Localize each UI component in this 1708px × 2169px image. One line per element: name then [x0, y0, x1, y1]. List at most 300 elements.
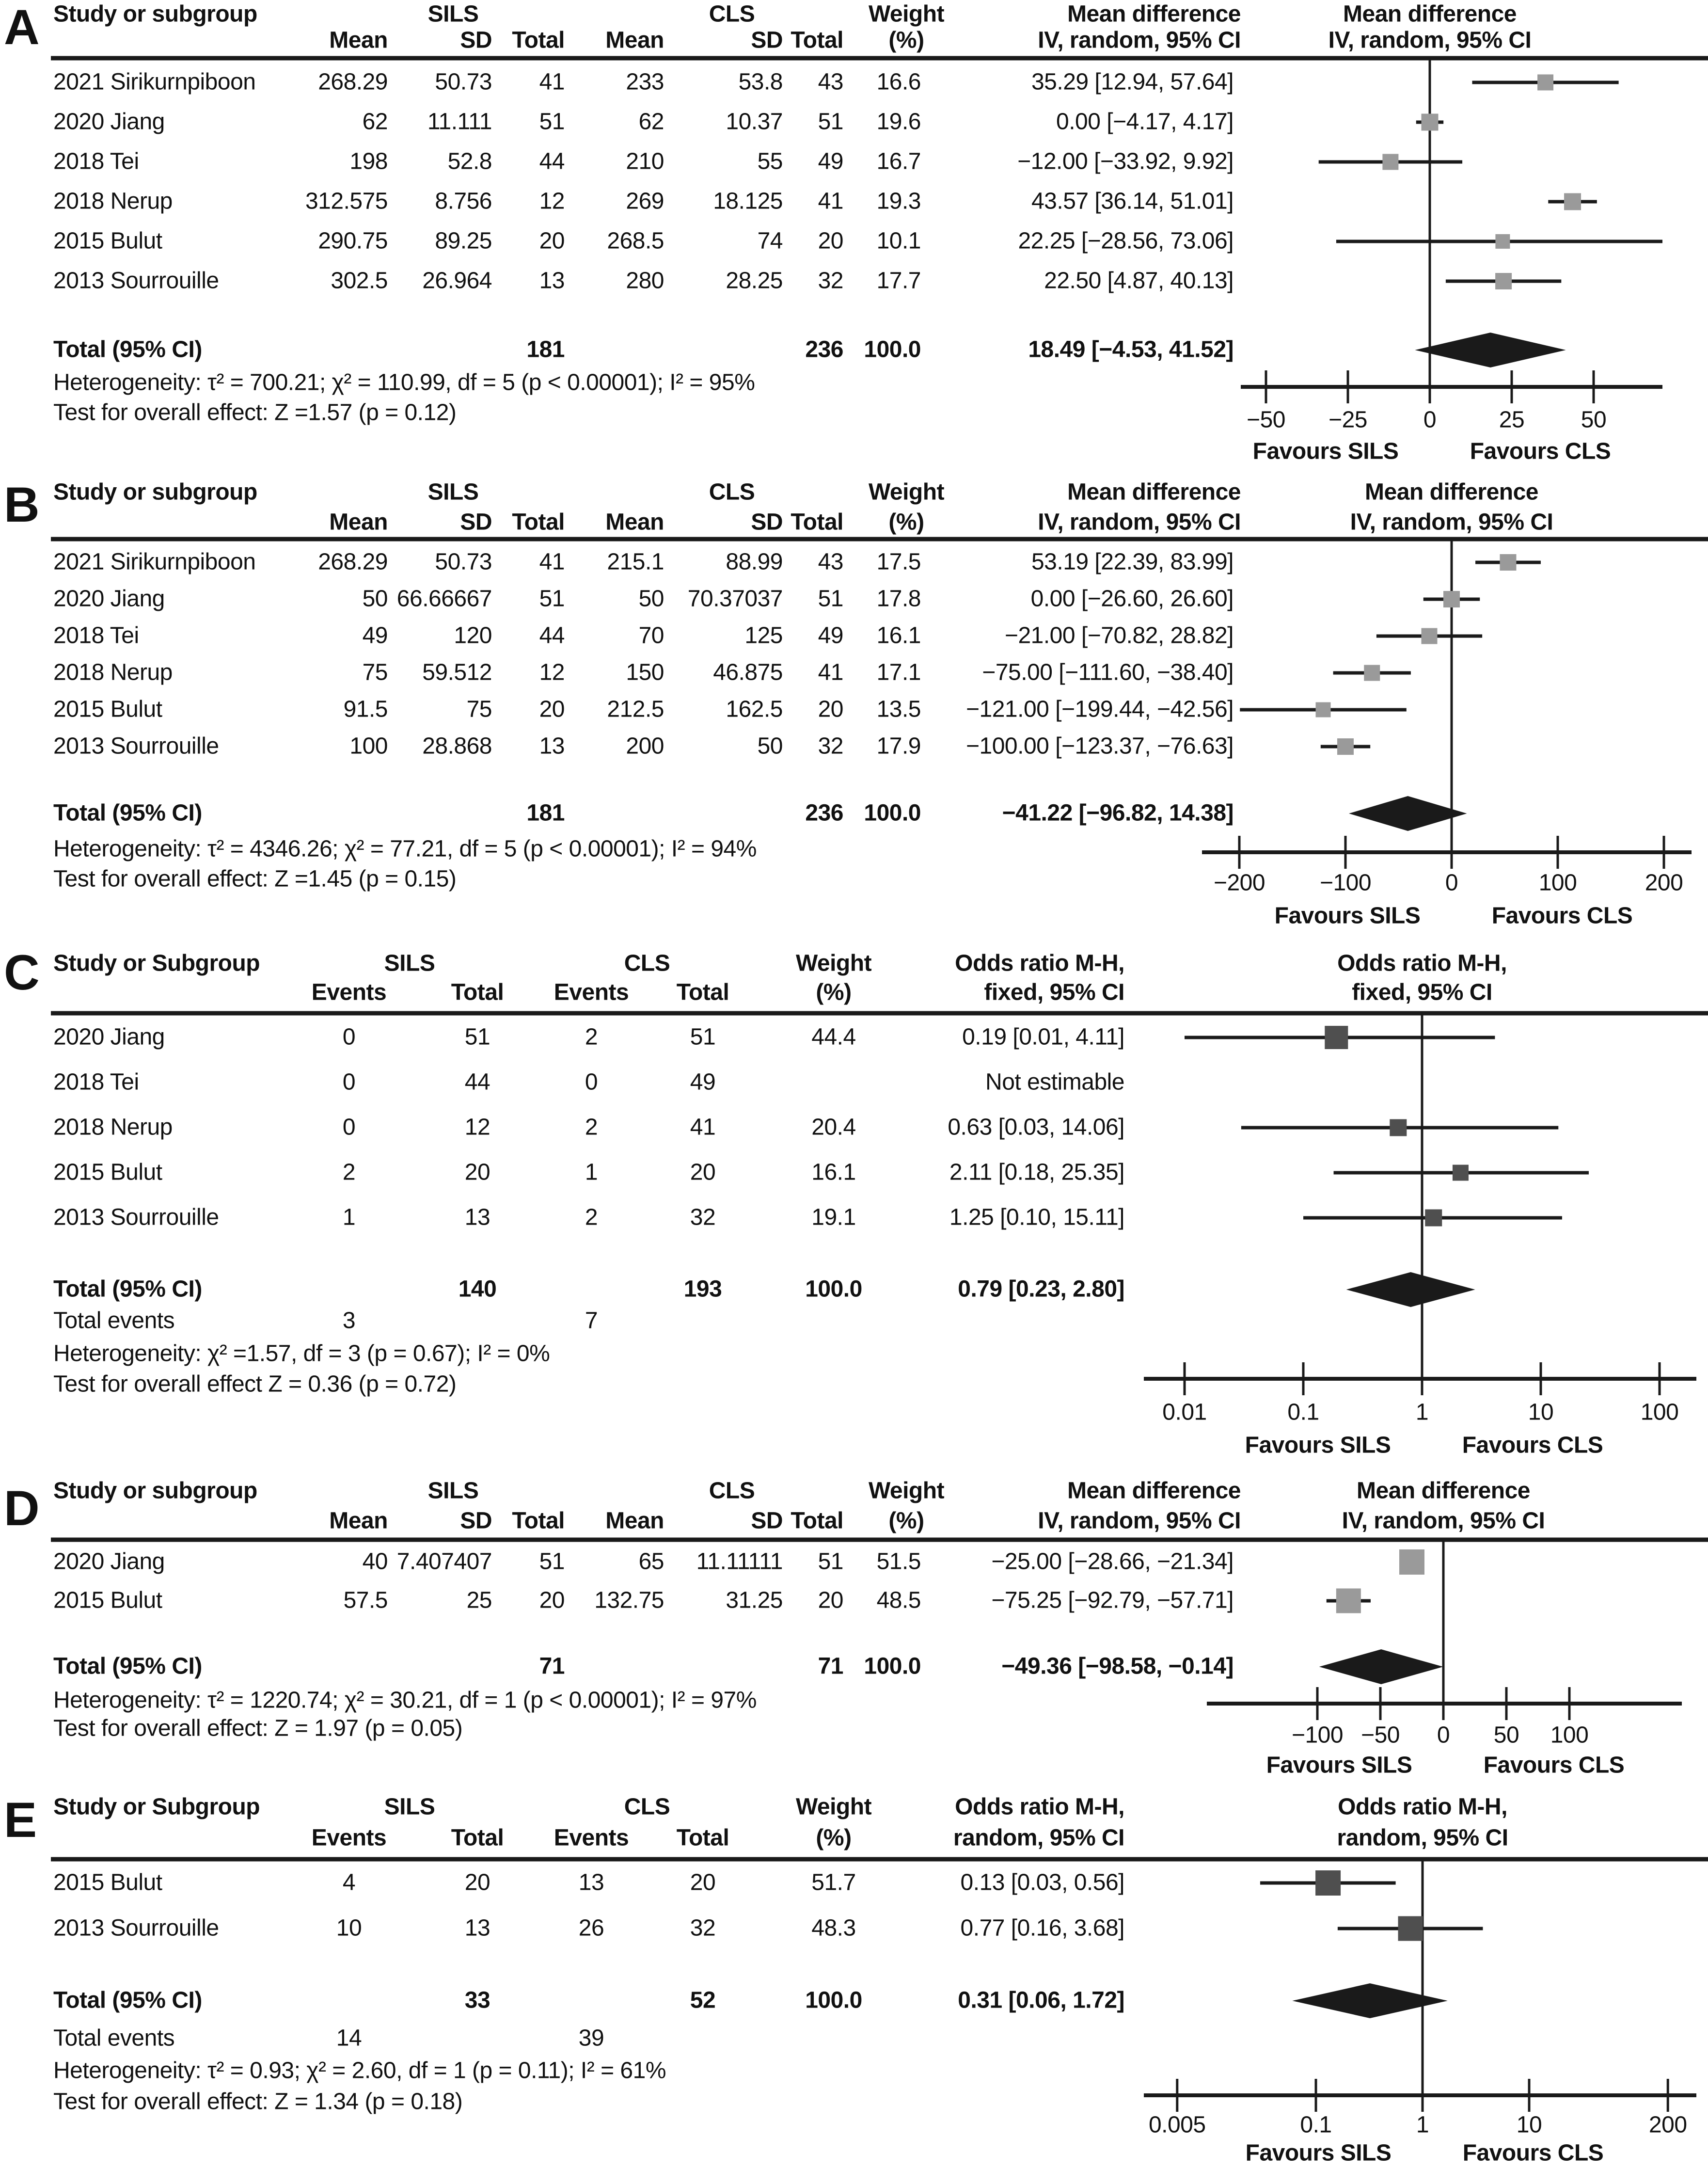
- axis-tick-label: −25: [1328, 407, 1367, 433]
- effect-square: [1325, 1026, 1348, 1049]
- column-header-study: Study or Subgroup: [53, 950, 260, 976]
- overall-effect-test: Test for overall effect Z = 0.36 (p = 0.72): [53, 1371, 457, 1397]
- total-n2: 193: [683, 1276, 722, 1302]
- row-cell: 44: [464, 1069, 490, 1095]
- row-effect-estimate: 0.77 [0.16, 3.68]: [960, 1915, 1124, 1941]
- total-weight: 100.0: [864, 1653, 921, 1679]
- row-cell: 20: [818, 228, 843, 254]
- plot-header-line1: Mean difference: [1357, 1478, 1530, 1504]
- total-diamond: [1346, 1272, 1475, 1307]
- effect-square: [1495, 273, 1512, 289]
- row-study-label: 2018 Nerup: [53, 1114, 173, 1140]
- column-header-effect-line2: IV, random, 95% CI: [1038, 1508, 1241, 1534]
- column-header-effect-line2: fixed, 95% CI: [984, 979, 1124, 1005]
- column-subheader: Total: [676, 1825, 729, 1851]
- row-cell: 198: [349, 148, 388, 175]
- column-group-cls: CLS: [624, 950, 670, 976]
- row-cell: 269: [626, 188, 664, 214]
- row-cell: 268.29: [318, 69, 388, 95]
- axis-tick-label: 10: [1516, 2112, 1542, 2138]
- row-cell: 51: [464, 1024, 490, 1050]
- row-effect-estimate: 53.19 [22.39, 83.99]: [1031, 549, 1234, 575]
- row-cell: 46.875: [713, 659, 783, 686]
- plot-header-line2: IV, random, 95% CI: [1350, 509, 1553, 535]
- heterogeneity-stats: Heterogeneity: τ² = 1220.74; χ² = 30.21, df = 1 (p < 0.00001); I² = 97%: [53, 1687, 757, 1713]
- effect-square: [1316, 702, 1331, 718]
- favours-left-label: Favours SILS: [1245, 2140, 1392, 2166]
- row-cell: 41: [690, 1114, 716, 1140]
- column-subheader: Total: [512, 1508, 565, 1534]
- axis-tick-label: 10: [1528, 1399, 1554, 1425]
- row-study-label: 2020 Jiang: [53, 1548, 165, 1575]
- row-cell: 0: [342, 1069, 356, 1095]
- row-effect-estimate: −25.00 [−28.66, −21.34]: [991, 1548, 1234, 1575]
- total-label: Total (95% CI): [53, 800, 202, 826]
- row-cell: 20: [539, 696, 565, 722]
- row-effect-estimate: 0.13 [0.03, 0.56]: [960, 1869, 1124, 1896]
- column-subheader: Mean: [605, 509, 664, 535]
- panel-D-letter: D: [4, 1481, 40, 1536]
- row-weight: 19.3: [876, 188, 921, 214]
- column-subheader: SD: [751, 1508, 783, 1534]
- row-effect-estimate: −75.25 [−92.79, −57.71]: [991, 1587, 1234, 1613]
- plot-header-line1: Odds ratio M-H,: [1338, 1794, 1507, 1820]
- column-subheader: Total: [676, 979, 729, 1005]
- plot-header-line2: fixed, 95% CI: [1352, 979, 1492, 1005]
- axis-tick-label: 50: [1581, 407, 1607, 433]
- total-n1: 71: [539, 1653, 565, 1679]
- plot-header-line2: IV, random, 95% CI: [1328, 27, 1532, 53]
- row-cell: 52.8: [447, 148, 492, 175]
- panel-B-letter: B: [4, 477, 40, 532]
- axis-tick-label: 1: [1416, 2112, 1429, 2138]
- column-subheader: SD: [460, 1508, 492, 1534]
- row-cell: 2: [342, 1159, 356, 1185]
- axis-tick-label: −50: [1361, 1722, 1400, 1748]
- row-study-label: 2015 Bulut: [53, 228, 162, 254]
- total-n2: 236: [805, 336, 843, 363]
- favours-left-label: Favours SILS: [1245, 1432, 1391, 1458]
- heterogeneity-stats: Heterogeneity: τ² = 0.93; χ² = 2.60, df = 1 (p = 0.11); I² = 61%: [53, 2057, 666, 2084]
- row-cell: 75: [362, 659, 388, 686]
- total-effect-estimate: 18.49 [−4.53, 41.52]: [1028, 336, 1234, 363]
- column-subheader: Events: [554, 979, 629, 1005]
- row-cell: 49: [690, 1069, 716, 1095]
- row-study-label: 2018 Tei: [53, 1069, 139, 1095]
- heterogeneity-stats: Heterogeneity: τ² = 4346.26; χ² = 77.21, df = 5 (p < 0.00001); I² = 94%: [53, 836, 757, 862]
- row-cell: 66.66667: [396, 586, 492, 612]
- column-header-study: Study or Subgroup: [53, 1794, 260, 1820]
- panel-E-letter: E: [4, 1792, 37, 1848]
- row-cell: 200: [626, 733, 664, 759]
- column-header-effect-line1: Odds ratio M-H,: [955, 1794, 1124, 1820]
- row-cell: 65: [638, 1548, 664, 1575]
- row-study-label: 2015 Bulut: [53, 696, 162, 722]
- axis-tick-label: 200: [1648, 2112, 1687, 2138]
- effect-square: [1337, 738, 1354, 755]
- favours-right-label: Favours CLS: [1462, 2140, 1604, 2166]
- total-events-label: Total events: [53, 2025, 175, 2051]
- column-header-weight-unit: (%): [816, 1825, 852, 1851]
- column-group-cls: CLS: [709, 1, 755, 27]
- column-header-weight: Weight: [795, 950, 872, 976]
- favours-right-label: Favours CLS: [1470, 438, 1611, 464]
- column-subheader: Total: [512, 27, 565, 53]
- row-cell: 51: [818, 586, 843, 612]
- axis-tick-label: 0.01: [1162, 1399, 1207, 1425]
- row-cell: 2: [585, 1204, 598, 1230]
- row-cell: 43: [818, 69, 843, 95]
- row-cell: 25: [466, 1587, 492, 1613]
- row-study-label: 2018 Tei: [53, 148, 139, 175]
- row-cell: 26: [578, 1915, 604, 1941]
- plot-header-line1: Mean difference: [1365, 479, 1538, 505]
- row-effect-estimate: 2.11 [0.18, 25.35]: [949, 1159, 1124, 1185]
- row-weight: 17.5: [876, 549, 921, 575]
- total-weight: 100.0: [805, 1987, 862, 2013]
- row-cell: 51: [539, 109, 565, 135]
- row-cell: 0: [342, 1114, 356, 1140]
- row-cell: 10: [336, 1915, 362, 1941]
- total-n2: 71: [818, 1653, 843, 1679]
- overall-effect-test: Test for overall effect: Z = 1.34 (p = 0.18): [53, 2089, 463, 2115]
- row-study-label: 2020 Jiang: [53, 586, 165, 612]
- row-weight: 19.6: [876, 109, 921, 135]
- row-cell: 20: [690, 1869, 716, 1896]
- row-cell: 20: [464, 1869, 490, 1896]
- row-weight: 16.7: [876, 148, 921, 175]
- row-weight: 17.8: [876, 586, 921, 612]
- row-cell: 120: [454, 622, 492, 649]
- total-events-v2: 39: [578, 2025, 604, 2051]
- column-subheader: Total: [791, 509, 843, 535]
- total-effect-estimate: 0.31 [0.06, 1.72]: [958, 1987, 1124, 2013]
- favours-right-label: Favours CLS: [1483, 1752, 1625, 1778]
- total-label: Total (95% CI): [53, 1653, 202, 1679]
- row-cell: 50: [757, 733, 783, 759]
- row-cell: 4: [342, 1869, 356, 1896]
- row-study-label: 2020 Jiang: [53, 109, 165, 135]
- panel-A-letter: A: [4, 0, 40, 55]
- row-cell: 41: [818, 659, 843, 686]
- row-cell: 74: [757, 228, 783, 254]
- total-weight: 100.0: [805, 1276, 862, 1302]
- effect-square: [1390, 1119, 1407, 1136]
- row-cell: 13: [539, 268, 565, 294]
- row-cell: 70: [638, 622, 664, 649]
- row-cell: 20: [818, 696, 843, 722]
- row-effect-estimate: 0.00 [−26.60, 26.60]: [1030, 586, 1234, 612]
- row-weight: 10.1: [876, 228, 921, 254]
- overall-effect-test: Test for overall effect: Z =1.57 (p = 0.12): [53, 399, 457, 426]
- overall-effect-test: Test for overall effect: Z =1.45 (p = 0.15): [53, 866, 457, 892]
- row-cell: 0: [585, 1069, 598, 1095]
- row-cell: 13: [464, 1915, 490, 1941]
- total-events-v2: 7: [585, 1308, 598, 1334]
- row-study-label: 2013 Sourrouille: [53, 1204, 219, 1230]
- row-cell: 1: [585, 1159, 598, 1185]
- row-weight: 51.5: [876, 1548, 921, 1575]
- row-effect-estimate: −21.00 [−70.82, 28.82]: [1004, 622, 1234, 649]
- row-cell: 12: [464, 1114, 490, 1140]
- axis-tick-label: 0: [1445, 870, 1458, 896]
- axis-tick-label: 200: [1645, 870, 1683, 896]
- row-cell: 88.99: [726, 549, 783, 575]
- row-cell: 49: [362, 622, 388, 649]
- row-weight: 17.1: [876, 659, 921, 686]
- row-weight: 16.1: [876, 622, 921, 649]
- total-effect-estimate: −41.22 [−96.82, 14.38]: [1002, 800, 1234, 826]
- favours-left-label: Favours SILS: [1274, 903, 1421, 929]
- row-cell: 51: [539, 1548, 565, 1575]
- effect-square: [1443, 591, 1460, 607]
- axis-tick-label: 0.1: [1287, 1399, 1319, 1425]
- row-cell: 55: [757, 148, 783, 175]
- column-header-weight-unit: (%): [816, 979, 852, 1005]
- row-weight: 17.7: [876, 268, 921, 294]
- favours-left-label: Favours SILS: [1266, 1752, 1412, 1778]
- column-subheader: Events: [311, 979, 387, 1005]
- axis-tick-label: 25: [1499, 407, 1525, 433]
- row-cell: 59.512: [422, 659, 492, 686]
- row-cell: 11.11111: [696, 1548, 783, 1575]
- row-cell: 62: [638, 109, 664, 135]
- row-cell: 233: [626, 69, 664, 95]
- column-header-weight: Weight: [868, 1478, 945, 1504]
- total-n1: 33: [464, 1987, 490, 2013]
- axis-tick-label: 0: [1423, 407, 1437, 433]
- axis-tick-label: −200: [1213, 870, 1265, 896]
- column-group-sils: SILS: [427, 479, 479, 505]
- axis-tick-label: 0.1: [1300, 2112, 1332, 2138]
- column-header-weight: Weight: [868, 1, 945, 27]
- row-effect-estimate: 0.19 [0.01, 4.11]: [962, 1024, 1124, 1050]
- row-cell: 50: [638, 586, 664, 612]
- row-cell: 10.37: [726, 109, 783, 135]
- row-cell: 268.29: [318, 549, 388, 575]
- effect-square: [1315, 1870, 1341, 1896]
- total-diamond: [1415, 333, 1566, 367]
- axis-tick-label: 50: [1493, 1722, 1519, 1748]
- column-subheader: Total: [451, 1825, 504, 1851]
- row-cell: 50.73: [435, 549, 492, 575]
- column-group-cls: CLS: [709, 1478, 755, 1504]
- row-cell: 18.125: [713, 188, 783, 214]
- axis-tick-label: −50: [1247, 407, 1285, 433]
- row-cell: 32: [690, 1204, 716, 1230]
- row-cell: 28.25: [726, 268, 783, 294]
- row-weight: 44.4: [811, 1024, 856, 1050]
- row-cell: 268.5: [607, 228, 664, 254]
- column-header-study: Study or subgroup: [53, 479, 257, 505]
- row-cell: 20: [539, 1587, 565, 1613]
- row-study-label: 2018 Nerup: [53, 188, 173, 214]
- row-cell: 290.75: [318, 228, 388, 254]
- axis-tick-label: −100: [1291, 1722, 1344, 1748]
- total-events-v1: 3: [342, 1308, 356, 1334]
- column-group-sils: SILS: [427, 1, 479, 27]
- row-effect-estimate: 1.25 [0.10, 15.11]: [949, 1204, 1124, 1230]
- row-cell: 2: [585, 1024, 598, 1050]
- row-cell: 49: [818, 622, 843, 649]
- axis-tick-label: 1: [1415, 1399, 1429, 1425]
- favours-left-label: Favours SILS: [1252, 438, 1399, 464]
- plot-header-line2: IV, random, 95% CI: [1342, 1508, 1545, 1534]
- axis-tick-label: −100: [1319, 870, 1372, 896]
- row-cell: 75: [466, 696, 492, 722]
- row-cell: 44: [539, 622, 565, 649]
- row-cell: 13: [464, 1204, 490, 1230]
- row-effect-estimate: Not estimable: [985, 1069, 1124, 1095]
- total-label: Total (95% CI): [53, 336, 202, 363]
- row-cell: 53.8: [738, 69, 783, 95]
- row-weight: 48.3: [811, 1915, 856, 1941]
- row-weight: 19.1: [811, 1204, 856, 1230]
- row-cell: 2: [585, 1114, 598, 1140]
- row-effect-estimate: −100.00 [−123.37, −76.63]: [965, 733, 1234, 759]
- row-cell: 210: [626, 148, 664, 175]
- total-n2: 236: [805, 800, 843, 826]
- row-weight: 48.5: [876, 1587, 921, 1613]
- row-effect-estimate: 22.25 [−28.56, 73.06]: [1018, 228, 1234, 254]
- row-cell: 28.868: [422, 733, 492, 759]
- row-cell: 32: [818, 733, 843, 759]
- row-cell: 91.5: [343, 696, 388, 722]
- column-header-weight: Weight: [795, 1794, 872, 1820]
- row-cell: 51: [818, 1548, 843, 1575]
- column-subheader: Mean: [329, 1508, 388, 1534]
- row-study-label: 2015 Bulut: [53, 1587, 162, 1613]
- row-cell: 89.25: [435, 228, 492, 254]
- row-cell: 212.5: [607, 696, 664, 722]
- row-cell: 70.37037: [687, 586, 783, 612]
- total-weight: 100.0: [864, 336, 921, 363]
- total-label: Total (95% CI): [53, 1987, 202, 2013]
- row-study-label: 2015 Bulut: [53, 1869, 162, 1896]
- row-weight: 16.1: [811, 1159, 856, 1185]
- axis-tick-label: 100: [1640, 1399, 1679, 1425]
- column-header-weight-unit: (%): [888, 509, 924, 535]
- axis-tick-label: 0.005: [1148, 2112, 1206, 2138]
- effect-square: [1399, 1549, 1424, 1575]
- total-events-label: Total events: [53, 1308, 175, 1334]
- heterogeneity-stats: Heterogeneity: τ² = 700.21; χ² = 110.99, df = 5 (p < 0.00001); I² = 95%: [53, 369, 755, 396]
- row-effect-estimate: 22.50 [4.87, 40.13]: [1044, 268, 1234, 294]
- total-label: Total (95% CI): [53, 1276, 202, 1302]
- row-cell: 11.111: [427, 109, 492, 135]
- row-effect-estimate: 43.57 [36.14, 51.01]: [1031, 188, 1234, 214]
- effect-square: [1453, 1165, 1469, 1181]
- column-subheader: SD: [751, 509, 783, 535]
- column-header-study: Study or subgroup: [53, 1, 257, 27]
- row-effect-estimate: −75.00 [−111.60, −38.40]: [982, 659, 1234, 686]
- row-cell: 51: [539, 586, 565, 612]
- effect-square: [1382, 154, 1398, 170]
- effect-square: [1495, 234, 1510, 249]
- row-cell: 7.407407: [396, 1548, 492, 1575]
- row-cell: 20: [818, 1587, 843, 1613]
- column-header-effect-line1: Mean difference: [1067, 1478, 1241, 1504]
- column-group-cls: CLS: [624, 1794, 670, 1820]
- column-subheader: Events: [311, 1825, 387, 1851]
- favours-right-label: Favours CLS: [1491, 903, 1633, 929]
- column-header-weight-unit: (%): [888, 27, 924, 53]
- row-cell: 215.1: [607, 549, 664, 575]
- plot-header-line2: random, 95% CI: [1337, 1825, 1508, 1851]
- row-weight: 20.4: [811, 1114, 856, 1140]
- effect-square: [1422, 114, 1439, 131]
- effect-square: [1500, 554, 1516, 571]
- axis-tick-label: 0: [1437, 1722, 1450, 1748]
- row-cell: 32: [818, 268, 843, 294]
- row-study-label: 2021 Sirikurnpiboon: [53, 69, 256, 95]
- total-n1: 140: [458, 1276, 497, 1302]
- overall-effect-test: Test for overall effect: Z = 1.97 (p = 0.05): [53, 1715, 463, 1741]
- column-group-cls: CLS: [709, 479, 755, 505]
- column-subheader: Total: [451, 979, 504, 1005]
- row-cell: 41: [539, 549, 565, 575]
- row-study-label: 2020 Jiang: [53, 1024, 165, 1050]
- panel-C-letter: C: [4, 945, 40, 1000]
- row-cell: 0: [342, 1024, 356, 1050]
- row-cell: 26.964: [422, 268, 492, 294]
- row-study-label: 2015 Bulut: [53, 1159, 162, 1185]
- row-effect-estimate: 35.29 [12.94, 57.64]: [1031, 69, 1234, 95]
- effect-square: [1537, 75, 1553, 91]
- row-cell: 150: [626, 659, 664, 686]
- column-subheader: SD: [460, 27, 492, 53]
- column-header-effect-line1: Mean difference: [1067, 1, 1241, 27]
- row-study-label: 2018 Nerup: [53, 659, 173, 686]
- column-header-weight: Weight: [868, 479, 945, 505]
- column-header-effect-line1: Mean difference: [1067, 479, 1241, 505]
- row-cell: 51: [818, 109, 843, 135]
- row-effect-estimate: 0.63 [0.03, 14.06]: [948, 1114, 1124, 1140]
- row-cell: 12: [539, 659, 565, 686]
- row-effect-estimate: −12.00 [−33.92, 9.92]: [1017, 148, 1234, 175]
- row-cell: 8.756: [435, 188, 492, 214]
- row-cell: 13: [578, 1869, 604, 1896]
- row-cell: 12: [539, 188, 565, 214]
- row-cell: 20: [539, 228, 565, 254]
- row-cell: 50: [362, 586, 388, 612]
- row-cell: 51: [690, 1024, 716, 1050]
- effect-square: [1425, 1210, 1442, 1227]
- axis-tick-label: 100: [1538, 870, 1577, 896]
- total-weight: 100.0: [864, 800, 921, 826]
- row-cell: 41: [539, 69, 565, 95]
- row-cell: 62: [362, 109, 388, 135]
- row-cell: 100: [349, 733, 388, 759]
- total-diamond: [1319, 1649, 1443, 1684]
- row-study-label: 2013 Sourrouille: [53, 733, 219, 759]
- column-subheader: Total: [791, 27, 843, 53]
- row-cell: 132.75: [594, 1587, 664, 1613]
- effect-square: [1422, 628, 1438, 644]
- effect-square: [1364, 665, 1380, 681]
- axis-tick-label: 100: [1550, 1722, 1589, 1748]
- total-n1: 181: [526, 336, 565, 363]
- column-subheader: Total: [791, 1508, 843, 1534]
- row-cell: 312.575: [305, 188, 388, 214]
- column-group-sils: SILS: [384, 1794, 435, 1820]
- row-cell: 49: [818, 148, 843, 175]
- column-subheader: SD: [751, 27, 783, 53]
- column-subheader: SD: [460, 509, 492, 535]
- effect-square: [1336, 1589, 1361, 1613]
- total-n1: 181: [526, 800, 565, 826]
- column-group-sils: SILS: [384, 950, 435, 976]
